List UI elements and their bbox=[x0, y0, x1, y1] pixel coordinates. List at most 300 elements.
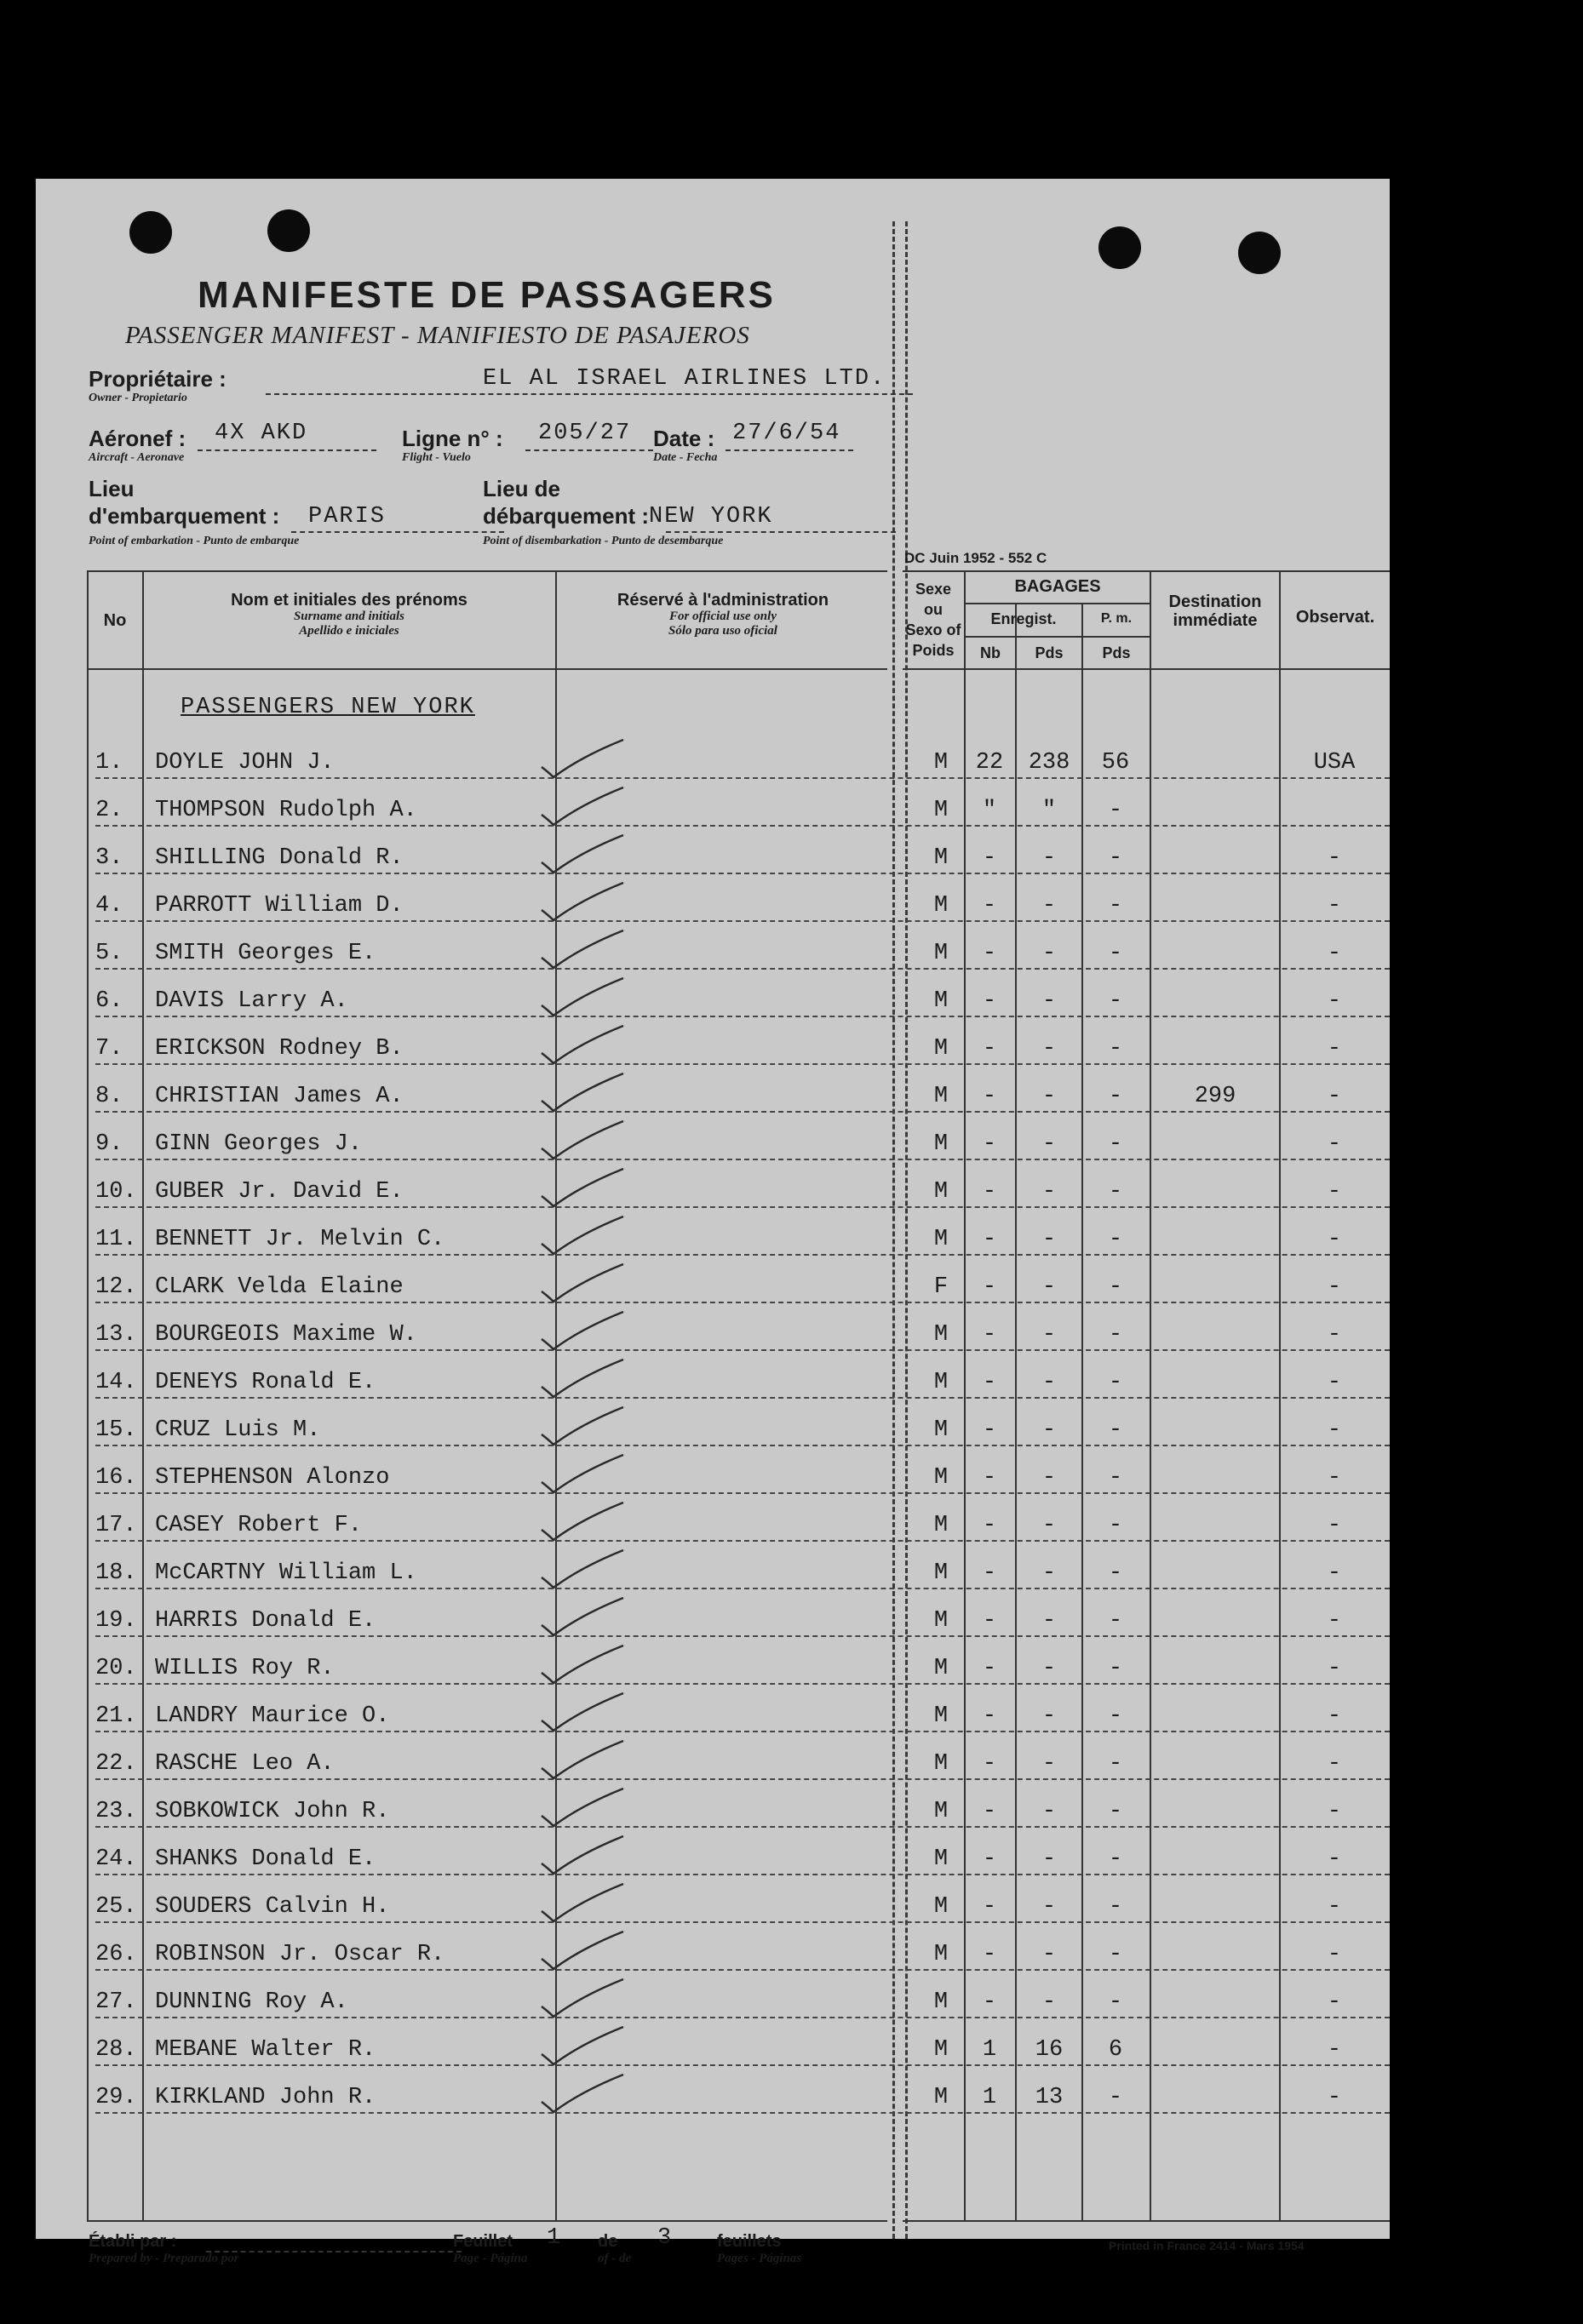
baggage-weight: - bbox=[1041, 1751, 1057, 1777]
passenger-sex: M bbox=[933, 1608, 949, 1634]
row-number: 9. bbox=[95, 1131, 123, 1157]
check-mark-icon bbox=[538, 1262, 632, 1305]
row-number: 4. bbox=[95, 893, 123, 919]
hand-baggage-weight: - bbox=[1108, 1227, 1123, 1252]
passenger-sex: M bbox=[933, 1942, 949, 1967]
table-row bbox=[36, 975, 1390, 1022]
observation: - bbox=[1327, 1846, 1342, 1872]
table-row bbox=[36, 1118, 1390, 1165]
col-header-name-fr: Nom et initiales des prénoms bbox=[231, 591, 467, 610]
passenger-sex: M bbox=[933, 1799, 949, 1824]
baggage-count: - bbox=[982, 1608, 997, 1634]
owner-value: EL AL ISRAEL AIRLINES LTD. bbox=[483, 366, 886, 392]
passenger-name: THOMPSON Rudolph A. bbox=[155, 798, 417, 823]
hand-baggage-weight: - bbox=[1108, 1465, 1123, 1491]
baggage-weight: - bbox=[1041, 1608, 1057, 1634]
flight-sublabel: Flight - Vuelo bbox=[402, 451, 471, 464]
baggage-count: 1 bbox=[982, 2085, 997, 2110]
check-mark-icon bbox=[538, 976, 632, 1019]
baggage-count: - bbox=[982, 1036, 997, 1062]
baggage-weight: - bbox=[1041, 1465, 1057, 1491]
observation: - bbox=[1327, 845, 1342, 871]
baggage-weight: - bbox=[1041, 1417, 1057, 1443]
table-row bbox=[36, 1356, 1390, 1404]
baggage-weight: - bbox=[1041, 1942, 1057, 1967]
table-row bbox=[36, 784, 1390, 832]
sheets-label: feuillets Pages - Páginas bbox=[717, 2232, 802, 2265]
observation: - bbox=[1327, 1131, 1342, 1157]
check-mark-icon bbox=[538, 1358, 632, 1400]
baggage-weight: - bbox=[1041, 1560, 1057, 1586]
baggage-count: - bbox=[982, 1513, 997, 1538]
row-number: 6. bbox=[95, 988, 123, 1014]
observation: - bbox=[1327, 1322, 1342, 1348]
table-row bbox=[36, 1737, 1390, 1785]
passenger-name: HARRIS Donald E. bbox=[155, 1608, 376, 1634]
row-number: 11. bbox=[95, 1227, 137, 1252]
of-value: 3 bbox=[657, 2225, 674, 2251]
baggage-weight: 16 bbox=[1035, 2037, 1064, 2063]
table-row bbox=[36, 1404, 1390, 1451]
col-header-destination: Destination immédiate bbox=[1168, 592, 1262, 630]
row-number: 17. bbox=[95, 1513, 137, 1538]
check-mark-icon bbox=[538, 1739, 632, 1782]
col-header-no: No bbox=[103, 611, 127, 630]
baggage-count: - bbox=[982, 988, 997, 1014]
passenger-name: CLARK Velda Elaine bbox=[155, 1274, 404, 1300]
passenger-name: ROBINSON Jr. Oscar R. bbox=[155, 1942, 445, 1967]
col-header-baggage: BAGAGES bbox=[1014, 577, 1101, 596]
observation: - bbox=[1327, 1989, 1342, 2015]
hand-baggage-weight: - bbox=[1108, 1846, 1123, 1872]
hand-baggage-weight: - bbox=[1108, 1942, 1123, 1967]
table-row bbox=[36, 1213, 1390, 1261]
passenger-sex: M bbox=[933, 798, 949, 823]
check-mark-icon bbox=[538, 1215, 632, 1257]
punch-hole bbox=[1238, 232, 1281, 274]
baggage-count: - bbox=[982, 893, 997, 919]
baggage-weight: - bbox=[1041, 845, 1057, 871]
baggage-count: - bbox=[982, 1942, 997, 1967]
table-row bbox=[36, 927, 1390, 975]
table-row bbox=[36, 1690, 1390, 1737]
baggage-weight: - bbox=[1041, 988, 1057, 1014]
check-mark-icon bbox=[538, 1835, 632, 1877]
col-header-observ: Observat. bbox=[1295, 608, 1375, 627]
flight-label: Ligne n° : bbox=[402, 426, 503, 451]
punch-hole bbox=[129, 211, 172, 254]
hand-baggage-weight: - bbox=[1108, 1656, 1123, 1681]
baggage-weight: - bbox=[1041, 1703, 1057, 1729]
check-mark-icon bbox=[538, 833, 632, 876]
observation: - bbox=[1327, 1036, 1342, 1062]
hand-baggage-weight: - bbox=[1108, 1608, 1123, 1634]
baggage-weight: " bbox=[1041, 798, 1057, 823]
of-label: de of - de bbox=[598, 2232, 632, 2265]
col-header-hand-pds: Pds bbox=[1102, 644, 1131, 661]
hand-baggage-weight: - bbox=[1108, 1131, 1123, 1157]
table-row bbox=[36, 1785, 1390, 1833]
row-number: 25. bbox=[95, 1894, 137, 1920]
observation: - bbox=[1327, 893, 1342, 919]
observation: - bbox=[1327, 1608, 1342, 1634]
observation: - bbox=[1327, 1417, 1342, 1443]
row-number: 5. bbox=[95, 941, 123, 966]
col-header-reserved-en: For official use only bbox=[669, 610, 777, 623]
check-mark-icon bbox=[538, 786, 632, 828]
passenger-sex: M bbox=[933, 1370, 949, 1395]
col-header-nb: Nb bbox=[980, 644, 1001, 661]
passenger-name: STEPHENSON Alonzo bbox=[155, 1465, 390, 1491]
table-row bbox=[36, 1165, 1390, 1213]
hand-baggage-weight: - bbox=[1108, 845, 1123, 871]
col-header-reserved bbox=[557, 591, 889, 638]
passenger-name: GUBER Jr. David E. bbox=[155, 1179, 404, 1205]
row-number: 28. bbox=[95, 2037, 137, 2063]
passenger-sex: M bbox=[933, 1084, 949, 1109]
row-number: 18. bbox=[95, 1560, 137, 1586]
passenger-name: KIRKLAND John R. bbox=[155, 2085, 376, 2110]
passenger-sex: M bbox=[933, 1131, 949, 1157]
printed-note: Printed in France 2414 - Mars 1954 bbox=[1109, 2239, 1305, 2252]
baggage-weight: - bbox=[1041, 1894, 1057, 1920]
observation: - bbox=[1327, 1656, 1342, 1681]
baggage-count: - bbox=[982, 1465, 997, 1491]
baggage-weight: 13 bbox=[1035, 2085, 1064, 2110]
check-mark-icon bbox=[538, 738, 632, 781]
observation: - bbox=[1327, 941, 1342, 966]
passenger-sex: M bbox=[933, 988, 949, 1014]
baggage-count: - bbox=[982, 1656, 997, 1681]
baggage-count: - bbox=[982, 1989, 997, 2015]
passenger-name: CASEY Robert F. bbox=[155, 1513, 363, 1538]
table-row bbox=[36, 1928, 1390, 1976]
hand-baggage-weight: - bbox=[1108, 1989, 1123, 2015]
passenger-name: DENEYS Ronald E. bbox=[155, 1370, 376, 1395]
baggage-count: - bbox=[982, 1417, 997, 1443]
table-row bbox=[36, 1451, 1390, 1499]
row-number: 16. bbox=[95, 1465, 137, 1491]
passenger-name: CRUZ Luis M. bbox=[155, 1417, 321, 1443]
row-number: 8. bbox=[95, 1084, 123, 1109]
owner-label: Propriétaire : bbox=[89, 366, 227, 392]
table-row bbox=[36, 832, 1390, 879]
observation: - bbox=[1327, 2037, 1342, 2063]
baggage-weight: - bbox=[1041, 1179, 1057, 1205]
hand-baggage-weight: - bbox=[1108, 798, 1123, 823]
passenger-name: ERICKSON Rodney B. bbox=[155, 1036, 404, 1062]
passenger-sex: M bbox=[933, 1989, 949, 2015]
passenger-name: LANDRY Maurice O. bbox=[155, 1703, 390, 1729]
passenger-sex: M bbox=[933, 2085, 949, 2110]
baggage-weight: - bbox=[1041, 893, 1057, 919]
baggage-weight: - bbox=[1041, 941, 1057, 966]
baggage-count: - bbox=[982, 1894, 997, 1920]
check-mark-icon bbox=[538, 1930, 632, 1972]
aircraft-sublabel: Aircraft - Aeronave bbox=[89, 451, 185, 464]
passenger-name: SHANKS Donald E. bbox=[155, 1846, 376, 1872]
check-mark-icon bbox=[538, 929, 632, 971]
passenger-sex: M bbox=[933, 1846, 949, 1872]
table-row bbox=[36, 2023, 1390, 2071]
hand-baggage-weight: - bbox=[1108, 1322, 1123, 1348]
observation: - bbox=[1327, 1560, 1342, 1586]
row-number: 2. bbox=[95, 798, 123, 823]
baggage-weight: - bbox=[1041, 1370, 1057, 1395]
passenger-name: McCARTNY William L. bbox=[155, 1560, 417, 1586]
table-row bbox=[36, 1261, 1390, 1308]
row-number: 3. bbox=[95, 845, 123, 871]
hand-baggage-weight: - bbox=[1108, 1036, 1123, 1062]
table-row bbox=[36, 1976, 1390, 2023]
row-number: 7. bbox=[95, 1036, 123, 1062]
row-number: 23. bbox=[95, 1799, 137, 1824]
row-number: 27. bbox=[95, 1989, 137, 2015]
observation: - bbox=[1327, 1942, 1342, 1967]
hand-baggage-weight: - bbox=[1108, 2085, 1123, 2110]
check-mark-icon bbox=[538, 2025, 632, 2068]
embark-value: PARIS bbox=[308, 504, 387, 529]
row-number: 13. bbox=[95, 1322, 137, 1348]
aircraft-value: 4X AKD bbox=[215, 421, 308, 446]
owner-sublabel: Owner - Propietario bbox=[89, 392, 187, 404]
baggage-count: - bbox=[982, 1703, 997, 1729]
page-subtitle: PASSENGER MANIFEST - MANIFIESTO DE PASAJEROS bbox=[125, 322, 750, 349]
check-mark-icon bbox=[538, 1024, 632, 1067]
passenger-sex: M bbox=[933, 1322, 949, 1348]
passenger-name: WILLIS Roy R. bbox=[155, 1656, 335, 1681]
embark-label: Lieu d'embarquement : bbox=[89, 476, 280, 529]
baggage-count: - bbox=[982, 1751, 997, 1777]
table-row bbox=[36, 1499, 1390, 1547]
manifest-page bbox=[36, 179, 1390, 2265]
baggage-count: - bbox=[982, 1370, 997, 1395]
baggage-count: - bbox=[982, 1560, 997, 1586]
hand-baggage-weight: - bbox=[1108, 1179, 1123, 1205]
hand-baggage-weight: - bbox=[1108, 1703, 1123, 1729]
row-number: 20. bbox=[95, 1656, 137, 1681]
hand-baggage-weight: 6 bbox=[1108, 2037, 1123, 2063]
baggage-weight: - bbox=[1041, 1799, 1057, 1824]
baggage-weight: - bbox=[1041, 1322, 1057, 1348]
check-mark-icon bbox=[538, 1691, 632, 1734]
baggage-count: - bbox=[982, 1084, 997, 1109]
passenger-name: BENNETT Jr. Melvin C. bbox=[155, 1227, 445, 1252]
check-mark-icon bbox=[538, 1644, 632, 1686]
hand-baggage-weight: - bbox=[1108, 1370, 1123, 1395]
check-mark-icon bbox=[538, 1405, 632, 1448]
disembark-sublabel: Point of disembarkation - Punto de desembarque bbox=[483, 535, 724, 547]
sheet-value: 1 bbox=[547, 2225, 563, 2251]
passenger-sex: M bbox=[933, 1703, 949, 1729]
row-number: 12. bbox=[95, 1274, 137, 1300]
table-row bbox=[36, 1642, 1390, 1690]
check-mark-icon bbox=[538, 1596, 632, 1639]
passenger-name: GINN Georges J. bbox=[155, 1131, 363, 1157]
row-number: 1. bbox=[95, 750, 123, 776]
baggage-count: - bbox=[982, 1322, 997, 1348]
baggage-weight: - bbox=[1041, 1084, 1057, 1109]
baggage-weight: - bbox=[1041, 1131, 1057, 1157]
table-row bbox=[36, 1880, 1390, 1928]
passenger-name: PARROTT William D. bbox=[155, 893, 404, 919]
table-row bbox=[36, 1070, 1390, 1118]
check-mark-icon bbox=[538, 1978, 632, 2020]
col-header-reserved-es: Sólo para uso oficial bbox=[668, 624, 777, 638]
table-row bbox=[36, 1833, 1390, 1880]
observation: - bbox=[1327, 1751, 1342, 1777]
baggage-weight: - bbox=[1041, 1846, 1057, 1872]
hand-baggage-weight: 56 bbox=[1101, 750, 1130, 776]
baggage-count: 22 bbox=[975, 750, 1004, 776]
baggage-count: - bbox=[982, 1179, 997, 1205]
baggage-count: - bbox=[982, 1846, 997, 1872]
aircraft-label: Aéronef : bbox=[89, 426, 186, 451]
passenger-sex: F bbox=[933, 1274, 949, 1300]
hand-baggage-weight: - bbox=[1108, 1894, 1123, 1920]
row-number: 26. bbox=[95, 1942, 137, 1967]
hand-baggage-weight: - bbox=[1108, 1513, 1123, 1538]
baggage-weight: - bbox=[1041, 1274, 1057, 1300]
hand-baggage-weight: - bbox=[1108, 1751, 1123, 1777]
baggage-weight: - bbox=[1041, 1656, 1057, 1681]
passenger-name: BOURGEOIS Maxime W. bbox=[155, 1322, 417, 1348]
check-mark-icon bbox=[538, 1119, 632, 1162]
table-row bbox=[36, 879, 1390, 927]
row-number: 24. bbox=[95, 1846, 137, 1872]
hand-baggage-weight: - bbox=[1108, 1560, 1123, 1586]
col-header-reserved-fr: Réservé à l'administration bbox=[617, 591, 829, 610]
hand-baggage-weight: - bbox=[1108, 1417, 1123, 1443]
observation: - bbox=[1327, 1227, 1342, 1252]
check-mark-icon bbox=[538, 1310, 632, 1353]
section-heading: PASSENGERS NEW YORK bbox=[181, 695, 475, 720]
baggage-weight: - bbox=[1041, 1036, 1057, 1062]
passenger-name: DAVIS Larry A. bbox=[155, 988, 348, 1014]
passenger-sex: M bbox=[933, 845, 949, 871]
passenger-name: SMITH Georges E. bbox=[155, 941, 376, 966]
check-mark-icon bbox=[538, 1501, 632, 1543]
table-row bbox=[36, 1308, 1390, 1356]
check-mark-icon bbox=[538, 1548, 632, 1591]
row-number: 21. bbox=[95, 1703, 137, 1729]
col-header-pds: Pds bbox=[1035, 644, 1064, 661]
embark-sublabel: Point of embarkation - Punto de embarque bbox=[89, 535, 300, 547]
passenger-name: DUNNING Roy A. bbox=[155, 1989, 348, 2015]
baggage-weight: - bbox=[1041, 1513, 1057, 1538]
col-header-hand: P. m. bbox=[1100, 611, 1133, 626]
table-row bbox=[36, 1547, 1390, 1594]
page-title: MANIFESTE DE PASSAGERS bbox=[198, 274, 776, 316]
baggage-weight: 238 bbox=[1028, 750, 1070, 776]
check-mark-icon bbox=[538, 1453, 632, 1496]
passenger-sex: M bbox=[933, 1179, 949, 1205]
passenger-sex: M bbox=[933, 1417, 949, 1443]
hand-baggage-weight: - bbox=[1108, 1274, 1123, 1300]
check-mark-icon bbox=[538, 1787, 632, 1829]
passenger-sex: M bbox=[933, 1227, 949, 1252]
date-label: Date : bbox=[653, 426, 715, 451]
passenger-sex: M bbox=[933, 1656, 949, 1681]
date-value: 27/6/54 bbox=[732, 421, 841, 446]
observation: - bbox=[1327, 1894, 1342, 1920]
passenger-name: CHRISTIAN James A. bbox=[155, 1084, 404, 1109]
baggage-count: " bbox=[982, 798, 997, 823]
passenger-name: MEBANE Walter R. bbox=[155, 2037, 376, 2063]
hand-baggage-weight: - bbox=[1108, 941, 1123, 966]
observation: - bbox=[1327, 1370, 1342, 1395]
table-row bbox=[36, 1022, 1390, 1070]
passenger-sex: M bbox=[933, 750, 949, 776]
flight-value: 205/27 bbox=[538, 421, 632, 446]
check-mark-icon bbox=[538, 1882, 632, 1925]
col-header-name-en: Surname and initials bbox=[293, 610, 405, 623]
observation: - bbox=[1327, 1703, 1342, 1729]
observation: - bbox=[1327, 2085, 1342, 2110]
row-number: 15. bbox=[95, 1417, 137, 1443]
passenger-sex: M bbox=[933, 1751, 949, 1777]
check-mark-icon bbox=[538, 881, 632, 924]
disembark-value: NEW YORK bbox=[649, 504, 773, 529]
check-mark-icon bbox=[538, 1072, 632, 1114]
passenger-name: SHILLING Donald R. bbox=[155, 845, 404, 871]
passenger-sex: M bbox=[933, 1465, 949, 1491]
sheet-label: Feuillet Page - Página bbox=[453, 2232, 528, 2265]
check-mark-icon bbox=[538, 1167, 632, 1210]
baggage-count: - bbox=[982, 1274, 997, 1300]
date-sublabel: Date - Fecha bbox=[653, 451, 718, 464]
baggage-count: - bbox=[982, 1131, 997, 1157]
passenger-sex: M bbox=[933, 941, 949, 966]
col-header-name-es: Apellido e iniciales bbox=[299, 624, 399, 638]
row-number: 19. bbox=[95, 1608, 137, 1634]
table-row bbox=[36, 2071, 1390, 2119]
baggage-count: - bbox=[982, 845, 997, 871]
passenger-name: SOUDERS Calvin H. bbox=[155, 1894, 390, 1920]
row-number: 22. bbox=[95, 1751, 137, 1777]
passenger-name: SOBKOWICK John R. bbox=[155, 1799, 390, 1824]
observation: - bbox=[1327, 1179, 1342, 1205]
hand-baggage-weight: - bbox=[1108, 1084, 1123, 1109]
baggage-count: - bbox=[982, 941, 997, 966]
passenger-sex: M bbox=[933, 1036, 949, 1062]
table-row bbox=[36, 1594, 1390, 1642]
punch-hole bbox=[1098, 226, 1141, 269]
observation: - bbox=[1327, 1274, 1342, 1300]
passenger-sex: M bbox=[933, 893, 949, 919]
hand-baggage-weight: - bbox=[1108, 893, 1123, 919]
col-header-registered: Enregist. bbox=[990, 610, 1057, 627]
passenger-sex: M bbox=[933, 2037, 949, 2063]
row-number: 29. bbox=[95, 2085, 137, 2110]
baggage-count: 1 bbox=[982, 2037, 997, 2063]
observation: - bbox=[1327, 1799, 1342, 1824]
passenger-sex: M bbox=[933, 1560, 949, 1586]
hand-baggage-weight: - bbox=[1108, 988, 1123, 1014]
disembark-label: Lieu de débarquement : bbox=[483, 476, 650, 529]
observation: - bbox=[1327, 1513, 1342, 1538]
observation: - bbox=[1327, 988, 1342, 1014]
baggage-weight: - bbox=[1041, 1227, 1057, 1252]
punch-hole bbox=[267, 209, 310, 252]
table-row bbox=[36, 736, 1390, 784]
check-mark-icon bbox=[538, 2073, 632, 2115]
hand-baggage-weight: - bbox=[1108, 1799, 1123, 1824]
passenger-sex: M bbox=[933, 1513, 949, 1538]
observation: USA bbox=[1313, 750, 1356, 776]
baggage-weight: - bbox=[1041, 1989, 1057, 2015]
col-header-sex: Sexe ou Sexo of Poids bbox=[905, 581, 961, 659]
